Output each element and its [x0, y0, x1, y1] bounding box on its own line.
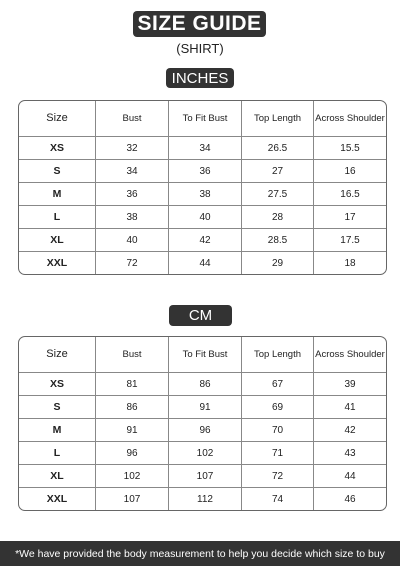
- size-cell: S: [19, 396, 96, 419]
- measurement-cell: 43: [314, 442, 386, 465]
- measurement-cell: 26.5: [242, 137, 314, 160]
- measurement-cell: 86: [169, 373, 242, 396]
- measurement-cell: 17: [314, 206, 386, 229]
- measurement-cell: 32: [96, 137, 169, 160]
- measurement-cell: 71: [242, 442, 314, 465]
- measurement-cell: 16: [314, 160, 386, 183]
- measurement-cell: 18: [344, 257, 356, 269]
- measurement-cell: 91: [169, 396, 242, 419]
- measurement-cell: 17.5: [314, 229, 386, 252]
- size-cell: L: [19, 206, 96, 229]
- header-top-length: Top Length: [242, 101, 314, 137]
- measurement-cell: 67: [242, 373, 314, 396]
- page-subtitle: (SHIRT): [176, 41, 224, 56]
- size-table-inches: [18, 100, 387, 275]
- header-bust: Bust: [96, 101, 169, 137]
- table-row: [19, 419, 386, 442]
- size-table-cm: [18, 336, 387, 511]
- header-to-fit-bust: To Fit Bust: [169, 337, 242, 373]
- measurement-cell: 46: [344, 493, 356, 505]
- table-header-row: [19, 101, 386, 137]
- measurement-cell: 102: [96, 465, 169, 488]
- measurement-cell: 34: [169, 137, 242, 160]
- unit-label-cm: CM: [169, 305, 232, 326]
- measurement-cell: 44: [314, 465, 386, 488]
- size-cell: M: [19, 419, 96, 442]
- size-cell: XXL: [19, 252, 96, 274]
- footer-note: *We have provided the body measurement to help you decide which size to buy: [0, 541, 400, 566]
- table-row: [19, 442, 386, 465]
- measurement-cell: 86: [96, 396, 169, 419]
- measurement-cell: 42: [169, 229, 242, 252]
- table-row: [19, 488, 386, 510]
- size-cell: M: [19, 183, 96, 206]
- table-row: [19, 252, 386, 274]
- page-title: SIZE GUIDE: [133, 11, 266, 37]
- measurement-cell: 102: [169, 442, 242, 465]
- table-row: [19, 160, 386, 183]
- size-cell: XS: [19, 137, 96, 160]
- table-body: [19, 373, 386, 510]
- measurement-cell: 81: [96, 373, 169, 396]
- table-row: [19, 229, 386, 252]
- size-cell: XL: [19, 229, 96, 252]
- measurement-cell: 29: [242, 252, 314, 274]
- measurement-cell: 40: [169, 206, 242, 229]
- table-row: [19, 137, 386, 160]
- header-size: Size: [19, 101, 96, 137]
- unit-label-inches: INCHES: [166, 68, 234, 88]
- measurement-cell: 28.5: [242, 229, 314, 252]
- measurement-cell: 74: [242, 488, 314, 510]
- measurement-cell: 91: [96, 419, 169, 442]
- measurement-cell: 72: [96, 252, 169, 274]
- table-row: [19, 206, 386, 229]
- measurement-cell: 15.5: [314, 137, 386, 160]
- table-row: [19, 183, 386, 206]
- table-body: [19, 137, 386, 274]
- measurement-cell: 42: [314, 419, 386, 442]
- measurement-cell: 69: [242, 396, 314, 419]
- header-top-length: Top Length: [242, 337, 314, 373]
- header-bust: Bust: [96, 337, 169, 373]
- header-to-fit-bust: To Fit Bust: [169, 101, 242, 137]
- measurement-cell: 34: [96, 160, 169, 183]
- measurement-cell: 36: [169, 160, 242, 183]
- measurement-cell: 28: [242, 206, 314, 229]
- measurement-cell: 39: [314, 373, 386, 396]
- measurement-cell: 96: [96, 442, 169, 465]
- measurement-cell: 107: [169, 465, 242, 488]
- measurement-cell: 41: [314, 396, 386, 419]
- measurement-cell: 27.5: [242, 183, 314, 206]
- measurement-cell: 38: [169, 183, 242, 206]
- measurement-cell: 44: [169, 252, 242, 274]
- size-cell: XXL: [19, 488, 96, 510]
- measurement-cell: 16.5: [314, 183, 386, 206]
- size-cell: L: [19, 442, 96, 465]
- header-across-shoulder: Across Shoulder: [314, 337, 386, 373]
- measurement-cell: 36: [96, 183, 169, 206]
- table-row: [19, 465, 386, 488]
- measurement-cell: 38: [96, 206, 169, 229]
- header-size: Size: [19, 337, 96, 373]
- header-across-shoulder: Across Shoulder: [314, 101, 386, 137]
- table-header-row: [19, 337, 386, 373]
- measurement-cell: 40: [96, 229, 169, 252]
- measurement-cell: 112: [169, 488, 242, 510]
- measurement-cell: 72: [242, 465, 314, 488]
- size-cell: XL: [19, 465, 96, 488]
- size-cell: XS: [19, 373, 96, 396]
- measurement-cell: 27: [242, 160, 314, 183]
- table-row: [19, 373, 386, 396]
- measurement-cell: 96: [169, 419, 242, 442]
- table-row: [19, 396, 386, 419]
- size-cell: S: [19, 160, 96, 183]
- measurement-cell: 107: [96, 488, 169, 510]
- measurement-cell: 70: [242, 419, 314, 442]
